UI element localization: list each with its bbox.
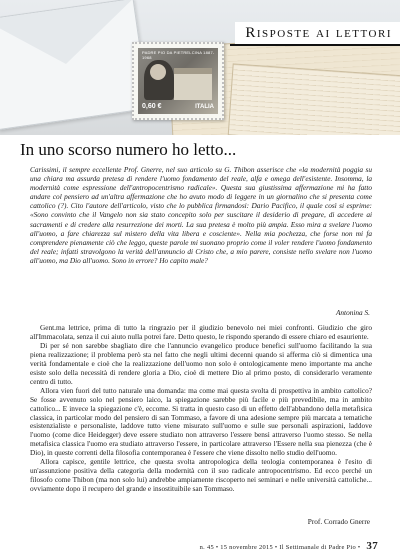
page-footer [200, 540, 378, 552]
section-title: Risposte ai lettori [245, 24, 392, 41]
portrait-face [150, 64, 166, 80]
article-title: In uno scorso numero ho letto... [20, 140, 237, 159]
reply-paragraph: Di per sé non sarebbe sbagliato dire che l'annuncio evangelico produce benefici sull'uomo facilitando la sua piena realizzazione; il problema però sta nel fatto che negli ultimi decenni quando si afferma ciò si dimentica una verità fondamentale e cioè che la realizzazione dell'uomo non solo è ontologicamente meno importante ma anche esiste solo della necessità di rendere gloria a Dio, cioè di mettere Dio al primo posto, di considerarlo veramente centro di tutto. [30, 340, 372, 386]
envelope-image [0, 0, 149, 130]
stamp-country: ITALIA [195, 104, 214, 110]
issue-info: n. 45 • 15 novembre 2015 • Il Settimanale di Padre Pio • [199, 544, 361, 551]
header-illustration [0, 0, 400, 135]
old-letter-image [228, 63, 400, 135]
reply-body [30, 324, 372, 494]
reply-paragraph: Gent.ma lettrice, prima di tutto la ringrazio per il giudizio benevolo nei miei confronti. Giudizio che giro all'Immacolata, senza il cui aiuto nulla potrei fare. Detto questo, le rispondo sperando di essere chiaro ed esauriente. [30, 323, 372, 341]
reply-signature: Prof. Corrado Gnerre [307, 517, 370, 526]
reply-paragraph: Allora vien fuori del tutto naturale una domanda: ma come mai questa svolta di prospettiva in ambito cattolico? Se fosse avvenuto solo nel pensiero laico, la spiegazione sarebbe più facile e più prevedibile, ma in ambito cattolico... E invece la spiegazione c'è, eccome. Si tratta in questo caso di un effetto dell'abbandono della metafisica classica, in particolar modo del pensiero di san Tommaso, a favore di una adesione sempre più marcata a tematiche esistenzialiste e personaliste, laddove tutto viene misurato sull'uomo e sulle sue personali aspirazioni, laddove l'uomo (come dice Heidegger) deve essere studiato non attraverso l'essere bensì attraverso l'uomo stesso. Se nella metafisica classica l'uomo era studiato attraverso l'essere, in particolare attraverso l'Essere nella sua pienezza (che è Dio), in queste correnti della filosofia contemporanea è l'essere che viene dissolto nello studio dell'uomo. [30, 385, 372, 458]
section-rule [230, 44, 400, 46]
section-label [235, 22, 400, 44]
postage-stamp [132, 42, 224, 120]
reply-paragraph: Allora capisce, gentile lettrice, che questa svolta antropologica della teologia contemporanea è l'esito di un'assunzione positiva della categoria della modernità con il suo radicale antropocentrismo. Ed ecco perché un filosofo come Thibon (ma non solo lui) andrebbe ampiamente riscoperto nei seminari e nelle università cattoliche... ovviamente dopo il recupero del grande e insostituibile san Tommaso. [30, 457, 372, 494]
reader-letter: Carissimi, il sempre eccellente Prof. Gnerre, nel suo articolo su G. Thibon asserisce che «la modernità poggia su una chiara ma assurda pretesa di rendere l'uomo fondamento del reale, alfa e omega dell'esistente. Insomma, la modernità come espressione dell'antropocentrismo radicale». Questa sua giustissima affermazione mi ha fatto andare col pensiero ad un'altra affermazione che ho avuto modo di leggere in un giornalino che si presenta come cattolico (?). Cito l'autore dell'articolo, visto che lo pubblica firmandosi: Dario Pacifico, il quale così si esprime: «Sono convinto che il Vangelo non sia stato concepito solo per suscitare il desiderio di pregare, di accedere ai sacramenti e di credere alla resurrezione dei morti. La sua pretesa è molto più ampia. Esso mira a svelare l'uomo all'uomo, a fare chiarezza sul mistero della vita libera e cosciente». Nella mia pochezza, che forse non mi fa comprendere pienamente ciò che leggo, queste parole mi suonano proprio come il voler rendere l'uomo fondamento del reale; infatti stravolgono la verità dell'annuncio di Cristo che, a mio parere, consiste nello svelare non l'uomo all'uomo, ma Dio all'uomo. Sono in errore? Ho capito male? [30, 165, 372, 265]
page-number: 37 [366, 540, 378, 552]
letter-signature: Antonina S. [335, 308, 370, 317]
stamp-picture [138, 48, 218, 114]
stamp-caption: PADRE PIO DA PIETRELCINA 1887-1968 [142, 50, 215, 60]
building-drawing [174, 68, 212, 100]
stamp-value: 0,60 € [142, 103, 162, 110]
